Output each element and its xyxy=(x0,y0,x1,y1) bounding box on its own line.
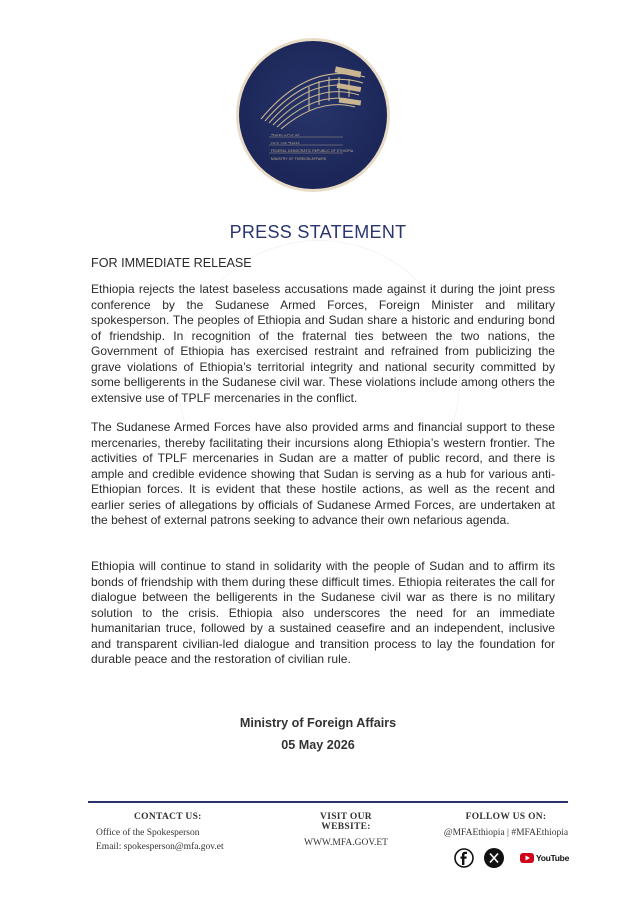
footer-follow xyxy=(440,812,572,841)
seal-text-line1: ሚኒስቴር መሥሪያ ቤት xyxy=(271,133,300,137)
seal-text-line2: የውጭ ጉዳይ ሚኒስቴር xyxy=(271,141,300,145)
body-paragraph-1: Ethiopia rejects the latest baseless accusations made against it during the joint press conference by the Sudanese Armed Forces, Foreign Minister and military spokesperson. The peoples of Ethiopia and Sudan share a historic and enduring bond of friendship. In recognition of the fraternal ties between the two nations, the Government of Ethiopia has exercised restraint and refrained from publicizing the grave violations of Ethiopia’s territorial integrity and national security committed by some belligerents in the Sudanese civil war. These violations include among others the extensive use of TPLF mercenaries in the conflict. xyxy=(91,282,555,405)
body-paragraph-2: The Sudanese Armed Forces have also provided arms and financial support to these mercenaries, thereby facilitating their incursions along Ethiopia’s western frontier. The activities of TPLF mercenaries in Sudan are a matter of public record, and there is ample and credible evidence showing that Sudan is serving as a hub for various anti- Ethiopian forces. It is evident that these hostile actions, as well as the recent and earlier series of allegations by officials of Sudanese Armed Forces, are undertaken at the behest of external patrons seeking to advance their own nefarious agenda. xyxy=(91,420,555,527)
footer-divider xyxy=(88,801,568,803)
follow-heading: FOLLOW US ON: xyxy=(465,812,547,822)
youtube-icon xyxy=(520,853,534,863)
youtube-label: YouTube xyxy=(536,853,569,863)
seal-text-line3: FEDERAL DEMOCRATIC REPUBLIC OF ETHIOPIA xyxy=(271,149,354,153)
seal-text-line4: MINISTRY OF FOREIGN AFFAIRS xyxy=(271,157,327,161)
website-link[interactable]: WWW.MFA.GOV.ET xyxy=(303,838,388,848)
page-title: PRESS STATEMENT xyxy=(229,222,407,242)
x-icon xyxy=(484,848,504,868)
body-paragraph-3: Ethiopia will continue to stand in solidarity with the people of Sudan and to affirm its bonds of friendship with them during these difficult times. Ethiopia reiterates the call for dialogue between the belligerents in the Sudanese civil war as there is no military solution to the crisis. Ethiopia also underscores the need for an immediate humanitarian truce, followed by a sustained ceasefire and an independent, inclusive and transparent civilian-led dialogue and transition process to lay the foundation for durable peace and the restoration of civilian rule. xyxy=(91,559,555,666)
seal-emblem xyxy=(239,41,387,189)
footer-contact xyxy=(96,812,224,854)
contact-heading: CONTACT US: xyxy=(134,812,202,822)
contact-office: Office of the Spokesperson xyxy=(96,828,200,838)
building-emblem-icon xyxy=(239,41,387,189)
x-link[interactable] xyxy=(484,848,504,868)
release-label: FOR IMMEDIATE RELEASE xyxy=(91,256,252,270)
signature-org: Ministry of Foreign Affairs xyxy=(239,716,397,730)
footer-website xyxy=(296,812,396,851)
follow-handles[interactable]: @MFAEthiopia | #MFAEthiopia xyxy=(443,828,569,838)
contact-email[interactable]: Email: spokesperson@mfa.gov.et xyxy=(96,841,224,852)
facebook-link[interactable] xyxy=(454,848,474,868)
ministry-seal xyxy=(236,38,390,192)
signature-date: 05 May 2026 xyxy=(281,738,355,752)
facebook-icon xyxy=(454,848,474,868)
youtube-link[interactable] xyxy=(520,848,569,868)
website-heading: VISIT OUR WEBSITE: xyxy=(320,812,372,832)
